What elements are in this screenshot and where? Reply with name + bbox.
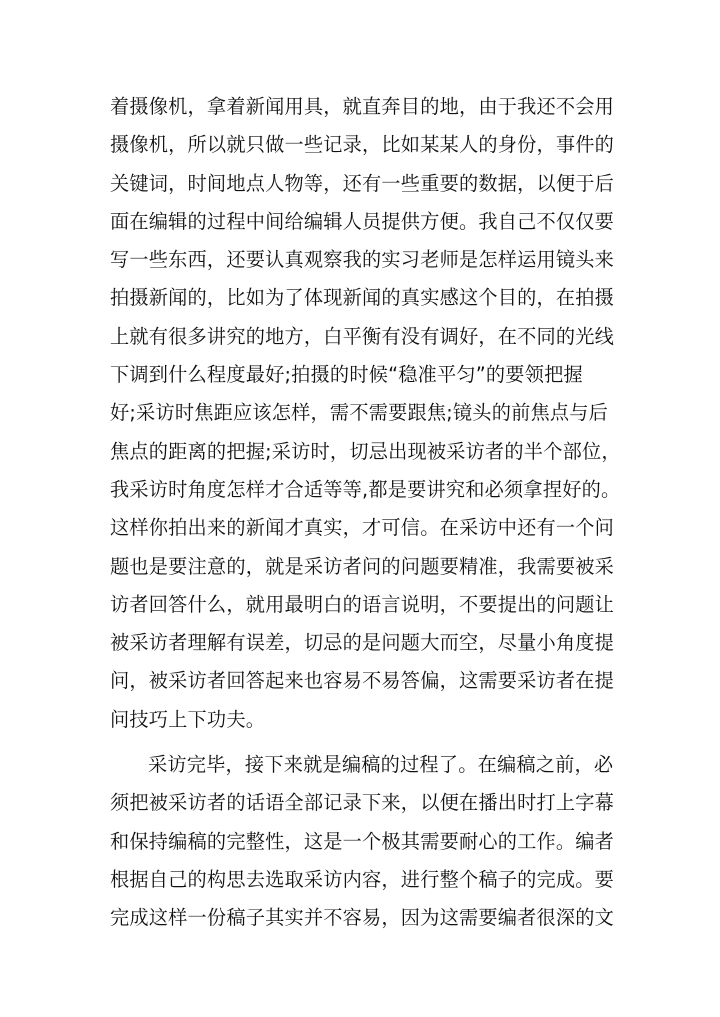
text-line: 焦点的距离的把握;采访时，切忌出现被采访者的半个部位， — [110, 439, 621, 463]
paragraph-1 — [110, 88, 621, 739]
text-line: 被采访者理解有误差，切忌的是问题大而空，尽量小角度提 — [110, 631, 615, 655]
text-line: 着摄像机，拿着新闻用具，就直奔目的地，由于我还不会用 — [110, 95, 615, 118]
paragraph-spacer — [110, 739, 610, 746]
text-line: 和保持编稿的完整性，这是一个极其需要耐心的工作。编者 — [110, 829, 615, 853]
text-line: 我采访时角度怎样才合适等等,都是要讲究和必须拿捏好的。 — [110, 477, 621, 501]
body-text — [110, 88, 621, 938]
text-line: 访者回答什么，就用最明白的语言说明，不要提出的问题让 — [110, 592, 615, 616]
text-line: 面在编辑的过程中间给编辑人员提供方便。我自己不仅仅要 — [110, 209, 615, 233]
text-line: 拍摄新闻的，比如为了体现新闻的真实感这个目的，在拍摄 — [110, 286, 615, 310]
text-line: 关键词，时间地点人物等，还有一些重要的数据，以便于后 — [110, 171, 615, 195]
text-line: 问，被采访者回答起来也容易不易答偏，这需要采访者在提 — [110, 669, 615, 693]
text-line: 下调到什么程度最好;拍摄的时候“稳准平匀”的要领把握 — [110, 363, 583, 387]
paragraph-2 — [110, 746, 615, 937]
text-line: 写一些东西，还要认真观察我的实习老师是怎样运用镜头来 — [110, 248, 615, 272]
text-line: 须把被采访者的话语全部记录下来，以便在播出时打上字幕 — [110, 791, 615, 815]
text-line: 这样你拍出来的新闻才真实，才可信。在采访中还有一个问 — [110, 516, 615, 540]
text-line: 题也是要注意的，就是采访者问的问题要精准，我需要被采 — [110, 554, 615, 578]
text-line: 问技巧上下功夫。 — [110, 707, 266, 731]
text-line: 采访完毕，接下来就是编稿的过程了。在编稿之前，必 — [148, 753, 614, 777]
text-line: 好;采访时焦距应该怎样，需不需要跟焦;镜头的前焦点与后 — [110, 401, 609, 425]
text-line: 完成这样一份稿子其实并不容易，因为这需要编者很深的文 — [110, 906, 615, 930]
text-line: 根据自己的构思去选取采访内容，进行整个稿子的完成。要 — [110, 867, 615, 891]
text-line: 摄像机，所以就只做一些记录，比如某某人的身份，事件的 — [110, 133, 615, 157]
text-line: 上就有很多讲究的地方，白平衡有没有调好，在不同的光线 — [110, 324, 615, 348]
